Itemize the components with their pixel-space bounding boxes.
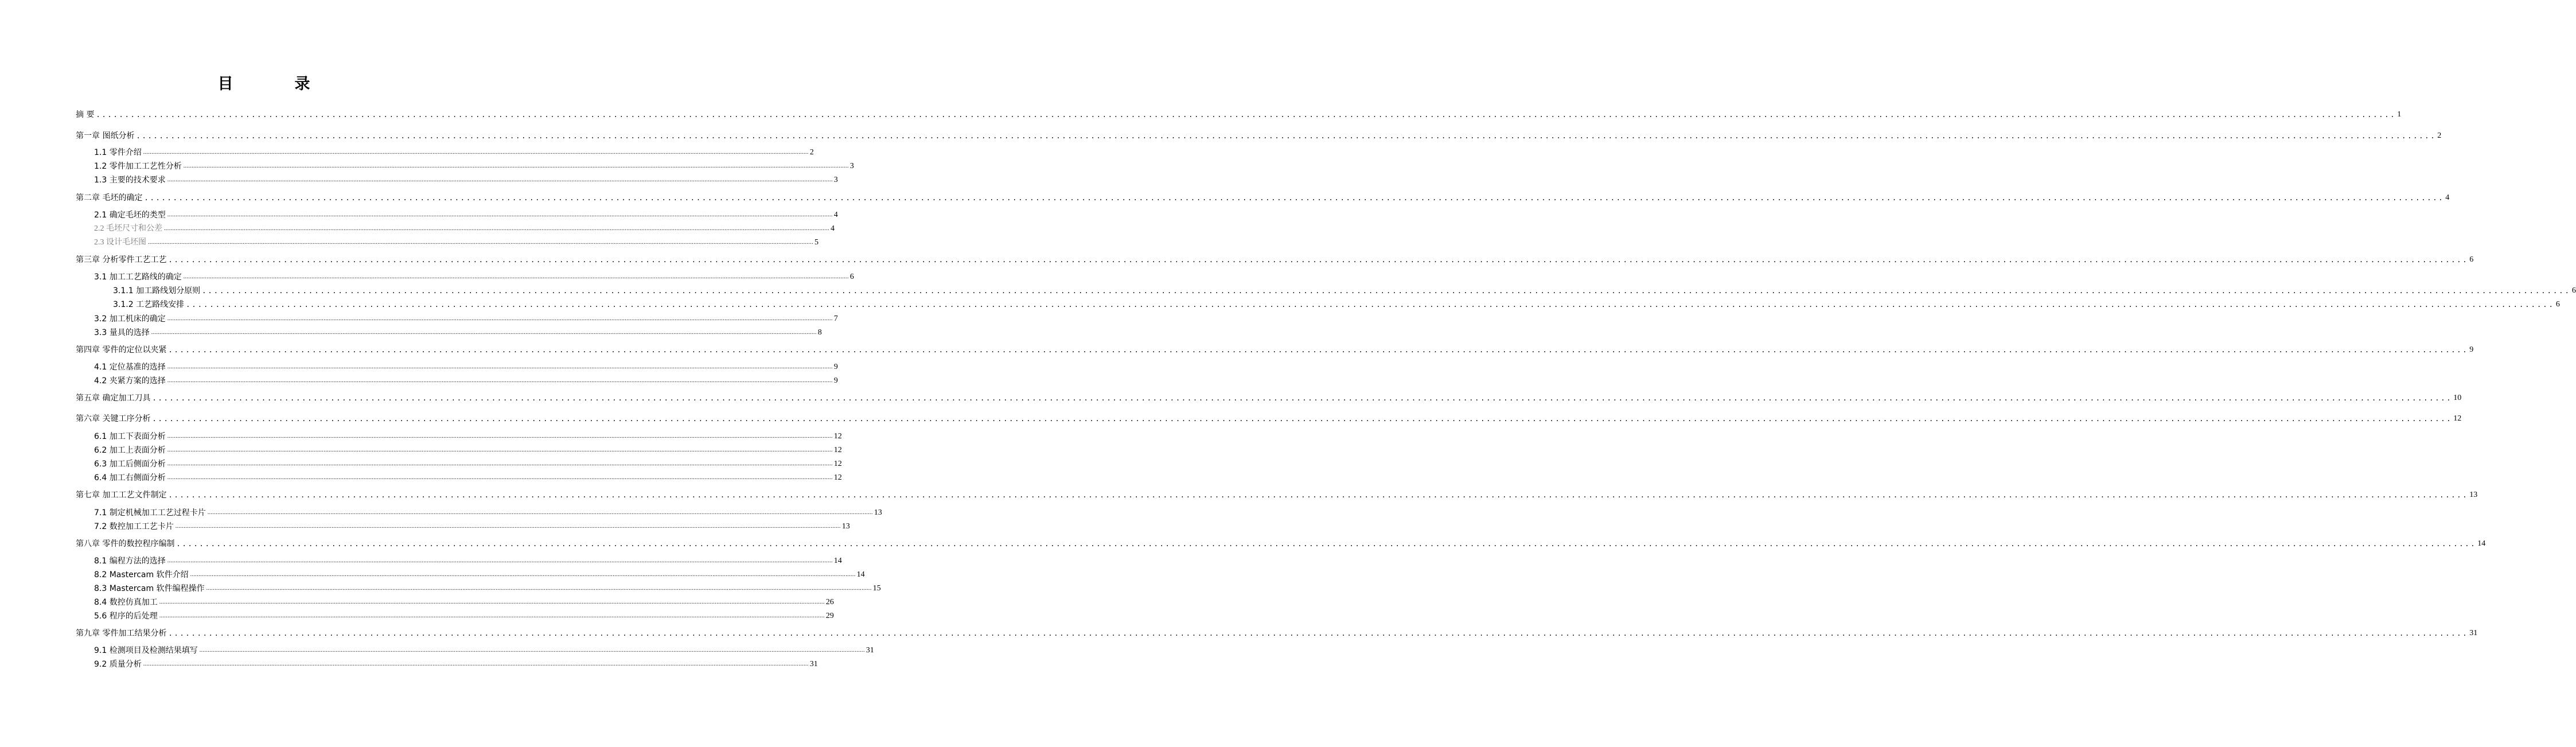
toc-entry-label: 2.1 确定毛坯的类型 (94, 211, 166, 220)
toc-entry-page-number: 9 (833, 376, 838, 385)
toc-entry[interactable] (94, 361, 838, 373)
toc-entry[interactable] (94, 555, 842, 567)
toc-entry-label: 第三章 分析零件工艺工艺 (76, 255, 167, 264)
dot-leader: ................................................................................................................................................................................................................................................................................................................................................................................................................ (143, 149, 809, 155)
dot-leader: ................................................................................................................................................................................................................................................................................................................................................................................................................ (159, 599, 825, 605)
toc-entry-page-number: 10 (2453, 394, 2462, 402)
toc-entry-label: 3.1.2 工艺路线安排 (113, 300, 185, 309)
toc-entry-page-number: 31 (809, 660, 818, 668)
toc-entry-page-number: 14 (856, 570, 865, 579)
toc-entry[interactable] (94, 583, 881, 594)
toc-entry[interactable] (94, 327, 822, 339)
toc-entry-label: 3.2 加工机床的确定 (94, 314, 166, 324)
toc-entry[interactable] (94, 223, 835, 235)
toc-entry[interactable] (94, 313, 838, 325)
toc-entry[interactable] (76, 489, 2478, 501)
toc-entry-page-number: 6 (2469, 255, 2474, 264)
toc-entry-page-number: 14 (2477, 539, 2486, 548)
dot-leader: ................................................................................................................................................................................................................................................................................................................................................................................................................ (144, 194, 2445, 202)
toc-entry[interactable] (94, 174, 838, 186)
toc-entry-label: 第九章 零件加工结果分析 (76, 629, 167, 638)
dot-leader: ................................................................................................................................................................................................................................................................................................................................................................................................................ (167, 474, 833, 481)
toc-entry-page-number: 9 (833, 363, 838, 371)
toc-entry-label: 4.2 夹紧方案的选择 (94, 376, 166, 386)
dot-leader: ................................................................................................................................................................................................................................................................................................................................................................................................................ (175, 523, 841, 530)
toc-entry-label: 1.1 零件介绍 (94, 148, 142, 157)
toc-entry[interactable] (76, 254, 2474, 266)
toc-entry[interactable] (94, 458, 842, 470)
toc-entry[interactable] (94, 521, 850, 532)
toc-entry-page-number: 2 (2437, 131, 2442, 140)
toc-entry-page-number: 12 (833, 460, 842, 468)
toc-entry[interactable] (76, 344, 2474, 356)
toc-entry-page-number: 2 (809, 148, 814, 157)
toc-entry-page-number: 1 (2397, 110, 2402, 119)
toc-entry[interactable] (113, 299, 2560, 310)
dot-leader: ................................................................................................................................................................................................................................................................................................................................................................................................................ (176, 540, 2477, 548)
toc-entry[interactable] (76, 538, 2486, 550)
toc-entry-label: 3.1.1 加工路线划分原则 (113, 286, 201, 295)
dot-leader: ................................................................................................................................................................................................................................................................................................................................................................................................................ (167, 316, 833, 322)
toc-entry[interactable] (94, 472, 842, 484)
toc-entry[interactable] (94, 271, 854, 283)
toc-entry[interactable] (94, 147, 814, 158)
toc-entry-label: 6.2 加工上表面分析 (94, 446, 166, 455)
dot-leader: ................................................................................................................................................................................................................................................................................................................................................................................................................ (152, 394, 2453, 402)
toc-entry-label: 第八章 零件的数控程序编制 (76, 539, 175, 548)
toc-entry-label: 6.1 加工下表面分析 (94, 432, 166, 441)
toc-entry-page-number: 26 (825, 598, 834, 606)
toc-entry-label: 8.2 Mastercam 软件介绍 (94, 570, 189, 579)
toc-entry[interactable] (94, 507, 882, 519)
toc-entry[interactable] (94, 645, 874, 656)
toc-entry-page-number: 12 (833, 446, 842, 454)
toc-entry-page-number: 9 (2469, 345, 2474, 354)
toc-entry-label: 4.1 定位基准的选择 (94, 363, 166, 372)
dot-leader: ................................................................................................................................................................................................................................................................................................................................................................................................................ (183, 163, 849, 169)
dot-leader: ................................................................................................................................................................................................................................................................................................................................................................................................................ (167, 378, 833, 384)
toc-entry-page-number: 8 (817, 328, 822, 337)
toc-entry-page-number: 29 (825, 612, 834, 620)
toc-entry-label: 第五章 确定加工刀具 (76, 394, 151, 403)
toc-entry-page-number: 31 (866, 646, 874, 655)
toc-entry-page-number: 4 (831, 224, 835, 233)
dot-leader: ................................................................................................................................................................................................................................................................................................................................................................................................................ (167, 177, 833, 183)
toc-entry[interactable] (94, 209, 838, 221)
toc-entry-page-number: 31 (2469, 629, 2478, 637)
toc-entry[interactable] (76, 192, 2450, 204)
toc-entry[interactable] (76, 109, 2402, 120)
toc-entry-label: 第七章 加工工艺文件制定 (76, 491, 167, 500)
dot-leader: ................................................................................................................................................................................................................................................................................................................................................................................................................ (168, 629, 2469, 637)
dot-leader: ................................................................................................................................................................................................................................................................................................................................................................................................................ (159, 613, 825, 619)
toc-entry-page-number: 4 (2445, 193, 2450, 202)
toc-entry-page-number: 5 (815, 238, 819, 247)
dot-leader: ................................................................................................................................................................................................................................................................................................................................................................................................................ (167, 461, 833, 467)
toc-entry-page-number: 6 (2555, 300, 2560, 309)
toc-entry-page-number: 12 (833, 432, 842, 441)
toc-entry-page-number: 7 (833, 314, 838, 323)
toc-entry[interactable] (76, 392, 2462, 404)
toc-entry-page-number: 14 (833, 557, 842, 565)
dot-leader: ................................................................................................................................................................................................................................................................................................................................................................................................................ (151, 329, 817, 336)
dot-leader: ................................................................................................................................................................................................................................................................................................................................................................................................................ (190, 571, 856, 578)
toc-entry-label: 第一章 图纸分析 (76, 131, 135, 141)
toc-entry[interactable] (94, 597, 834, 608)
toc-entry[interactable] (94, 445, 842, 456)
toc-entry-label: 1.3 主要的技术要求 (94, 176, 166, 185)
page-title: 目 录 (217, 75, 333, 93)
toc-entry-page-number: 6 (2571, 286, 2576, 295)
toc-entry-label: 9.2 质量分析 (94, 660, 142, 669)
toc-entry[interactable] (94, 375, 838, 387)
toc-entry-page-number: 13 (2469, 491, 2478, 499)
dot-leader: ................................................................................................................................................................................................................................................................................................................................................................................................................ (207, 509, 873, 516)
toc-entry-label: 3.3 量具的选择 (94, 328, 150, 337)
toc-entry-label: 2.2 毛坯尺寸和公差 (94, 224, 162, 233)
toc-entry[interactable] (94, 161, 854, 172)
dot-leader: ................................................................................................................................................................................................................................................................................................................................................................................................................ (167, 433, 833, 439)
toc-entry-page-number: 13 (841, 522, 850, 531)
dot-leader: ................................................................................................................................................................................................................................................................................................................................................................................................................ (168, 256, 2469, 264)
toc-entry-page-number: 3 (849, 162, 854, 170)
toc-entry-label: 摘 要 (76, 110, 95, 119)
toc-entry-label: 8.1 编程方法的选择 (94, 557, 166, 566)
toc-entry[interactable] (94, 659, 818, 670)
dot-leader: ................................................................................................................................................................................................................................................................................................................................................................................................................ (96, 111, 2396, 119)
dot-leader: ................................................................................................................................................................................................................................................................................................................................................................................................................ (167, 364, 833, 370)
dot-leader: ................................................................................................................................................................................................................................................................................................................................................................................................................ (183, 274, 849, 280)
toc-entry-page-number: 12 (833, 473, 842, 482)
toc-entry-label: 第二章 毛坯的确定 (76, 193, 143, 203)
toc-entry-label: 9.1 检测项目及检测结果填写 (94, 646, 198, 655)
toc-entry-page-number: 6 (849, 273, 854, 281)
dot-leader: ................................................................................................................................................................................................................................................................................................................................................................................................................ (152, 415, 2453, 423)
toc-entry-page-number: 12 (2453, 414, 2462, 423)
toc-entry-label: 3.1 加工工艺路线的确定 (94, 273, 182, 282)
dot-leader: ................................................................................................................................................................................................................................................................................................................................................................................................................ (167, 558, 833, 564)
toc-entry[interactable] (76, 413, 2462, 425)
dot-leader: ................................................................................................................................................................................................................................................................................................................................................................................................................ (206, 585, 872, 592)
dot-leader: ................................................................................................................................................................................................................................................................................................................................................................................................................ (168, 346, 2469, 354)
toc-entry[interactable] (94, 569, 865, 581)
toc-entry-label: 2.3 设计毛坯图 (94, 238, 146, 247)
dot-leader: ................................................................................................................................................................................................................................................................................................................................................................................................................ (136, 132, 2437, 140)
toc-entry-label: 7.2 数控加工工艺卡片 (94, 522, 174, 531)
dot-leader: ................................................................................................................................................................................................................................................................................................................................................................................................................ (164, 225, 829, 232)
dot-leader: ................................................................................................................................................................................................................................................................................................................................................................................................................ (167, 447, 833, 453)
dot-leader: ................................................................................................................................................................................................................................................................................................................................................................................................................ (143, 661, 809, 667)
dot-leader: ................................................................................................................................................................................................................................................................................................................................................................................................................ (168, 491, 2469, 499)
toc-entry-page-number: 15 (872, 584, 881, 593)
dot-leader: ................................................................................................................................................................................................................................................................................................................................................................................................................ (186, 301, 2555, 309)
dot-leader: ................................................................................................................................................................................................................................................................................................................................................................................................................ (202, 287, 2571, 295)
toc-entry-label: 6.4 加工右侧面分析 (94, 473, 166, 483)
toc-entry-label: 第六章 关键工序分析 (76, 414, 151, 423)
toc-entry[interactable] (76, 130, 2442, 142)
toc-entry-page-number: 13 (874, 508, 882, 517)
toc-entry[interactable] (94, 431, 842, 442)
toc-entry-label: 5.6 程序的后处理 (94, 612, 158, 621)
dot-leader: ................................................................................................................................................................................................................................................................................................................................................................................................................ (199, 647, 865, 653)
dot-leader: ................................................................................................................................................................................................................................................................................................................................................................................................................ (167, 212, 833, 218)
toc-entry-label: 8.4 数控仿真加工 (94, 598, 158, 607)
toc-entry-label: 7.1 制定机械加工工艺过程卡片 (94, 508, 206, 518)
toc-entry[interactable] (76, 628, 2478, 639)
toc-entry-label: 8.3 Mastercam 软件编程操作 (94, 584, 205, 593)
toc-entry[interactable] (94, 237, 819, 248)
toc-entry-page-number: 3 (833, 176, 838, 184)
toc-entry-label: 1.2 零件加工工艺性分析 (94, 162, 182, 171)
toc-entry[interactable] (94, 610, 834, 622)
toc-entry-label: 6.3 加工后侧面分析 (94, 460, 166, 469)
dot-leader: ................................................................................................................................................................................................................................................................................................................................................................................................................ (148, 239, 813, 246)
toc-entry[interactable] (113, 285, 2576, 297)
toc-entry-label: 第四章 零件的定位以夹紧 (76, 345, 167, 355)
toc-entry-page-number: 4 (833, 211, 838, 219)
